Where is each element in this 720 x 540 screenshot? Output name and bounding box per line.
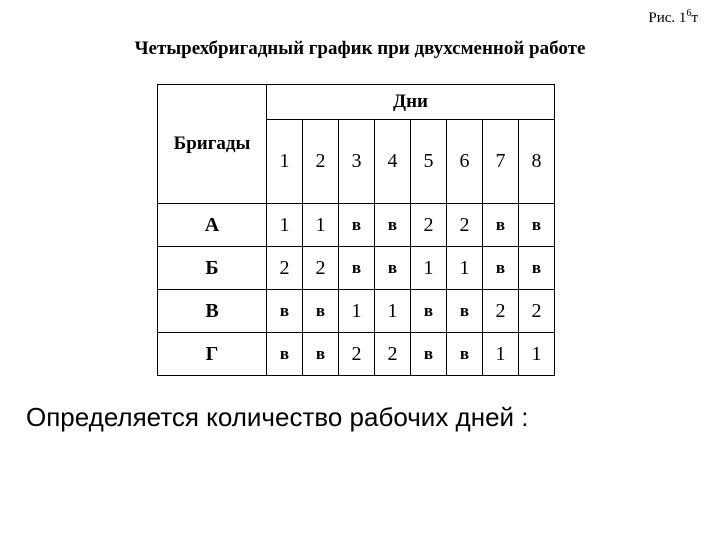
shift-cell: в xyxy=(519,247,555,290)
brigade-label: В xyxy=(158,290,267,333)
shift-cell: в xyxy=(303,290,339,333)
shift-cell: 2 xyxy=(447,204,483,247)
shift-cell: в xyxy=(411,290,447,333)
shift-cell: 1 xyxy=(411,247,447,290)
table-row xyxy=(158,333,555,376)
day-number: 8 xyxy=(519,120,555,204)
shift-cell: в xyxy=(447,290,483,333)
shift-cell: 2 xyxy=(375,333,411,376)
shift-cell: в xyxy=(375,204,411,247)
schedule-table xyxy=(157,84,555,376)
shift-cell: в xyxy=(339,247,375,290)
table-row xyxy=(158,290,555,333)
shift-cell: 2 xyxy=(339,333,375,376)
shift-cell: в xyxy=(519,204,555,247)
shift-cell: в xyxy=(303,333,339,376)
figure-prefix: Рис. 1 xyxy=(648,10,687,26)
shift-cell: в xyxy=(375,247,411,290)
shift-cell: 2 xyxy=(303,247,339,290)
table-row xyxy=(158,247,555,290)
day-number: 7 xyxy=(483,120,519,204)
table-row xyxy=(158,204,555,247)
days-header: Дни xyxy=(267,85,555,120)
shift-cell: в xyxy=(483,204,519,247)
shift-cell: 1 xyxy=(267,204,303,247)
shift-cell: в xyxy=(267,290,303,333)
figure-label xyxy=(648,8,698,27)
shift-cell: 2 xyxy=(411,204,447,247)
shift-cell: 2 xyxy=(519,290,555,333)
brigade-label: Г xyxy=(158,333,267,376)
shift-cell: в xyxy=(447,333,483,376)
brigade-label: Б xyxy=(158,247,267,290)
shift-cell: 1 xyxy=(339,290,375,333)
figure-suffix: т xyxy=(691,10,698,26)
day-number: 4 xyxy=(375,120,411,204)
shift-cell: 1 xyxy=(519,333,555,376)
shift-cell: в xyxy=(267,333,303,376)
bottom-caption: Определяется количество рабочих дней : xyxy=(26,402,529,432)
shift-cell: в xyxy=(339,204,375,247)
day-number: 5 xyxy=(411,120,447,204)
page-title: Четырехбригадный график при двухсменной работе xyxy=(134,38,586,59)
shift-cell: 1 xyxy=(447,247,483,290)
header-row xyxy=(158,85,555,120)
day-number: 2 xyxy=(303,120,339,204)
day-number: 3 xyxy=(339,120,375,204)
day-number: 6 xyxy=(447,120,483,204)
shift-cell: 1 xyxy=(375,290,411,333)
shift-cell: 2 xyxy=(267,247,303,290)
brigades-header: Бригады xyxy=(158,85,267,204)
shift-cell: в xyxy=(411,333,447,376)
figure-superscript: 6 xyxy=(686,8,692,19)
shift-cell: 1 xyxy=(483,333,519,376)
shift-cell: 1 xyxy=(303,204,339,247)
brigade-label: А xyxy=(158,204,267,247)
shift-cell: 2 xyxy=(483,290,519,333)
shift-cell: в xyxy=(483,247,519,290)
day-number: 1 xyxy=(267,120,303,204)
